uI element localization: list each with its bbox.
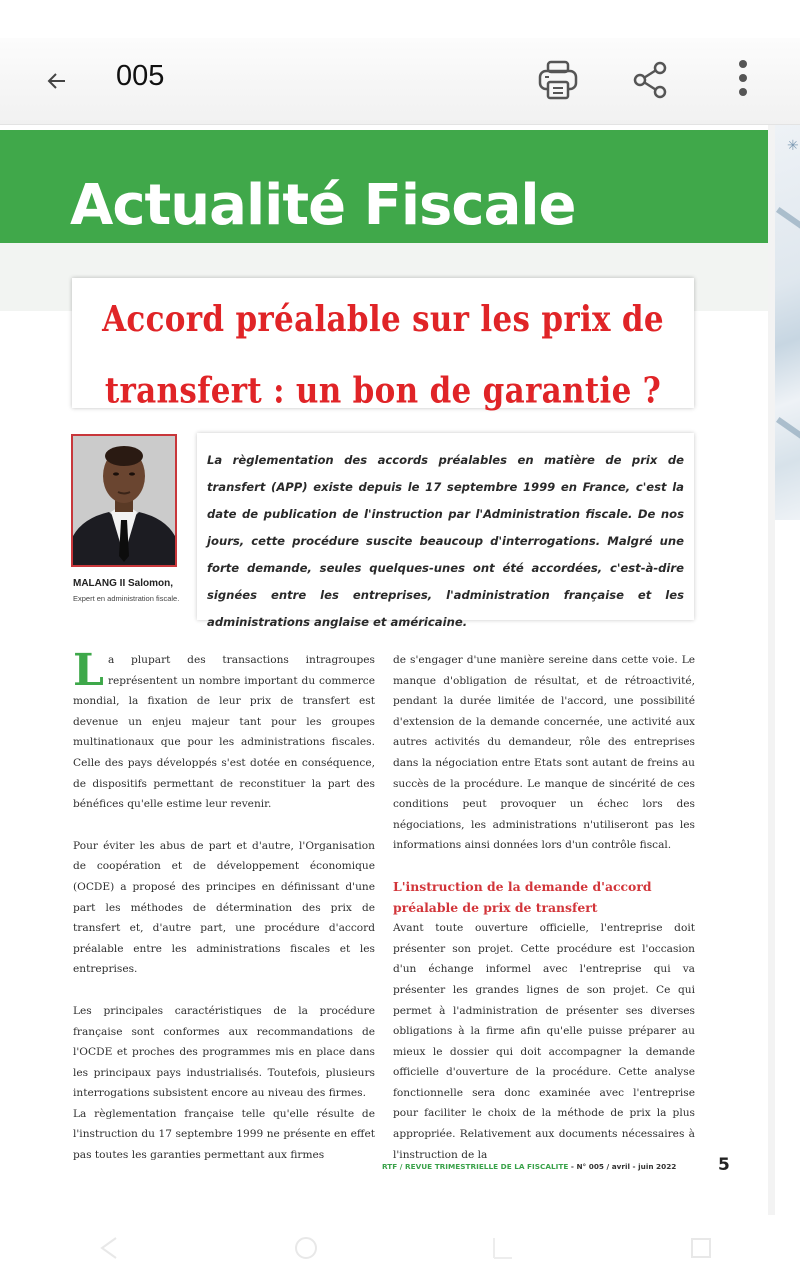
nav-overview-icon	[688, 1235, 714, 1261]
status-bar	[0, 0, 800, 38]
nav-overview-button[interactable]	[688, 1235, 714, 1261]
left-column	[73, 645, 375, 1166]
document-viewport[interactable]	[0, 125, 800, 1215]
app-toolbar	[0, 38, 800, 125]
paragraph-text: a plupart des transactions intragroupes représentent un nombre important du commerce mondial, la fixation de leur prix de transfert est devenue un enjeu majeur tant pour les groupes multinationaux que pour les administrations fiscales. Celle des pays développés s'est dotée en conséquence, de dispositifs permettant de reconstituer la part des bénéfices qu'elle estime leur revenir.	[73, 654, 375, 811]
printer-icon	[536, 58, 580, 102]
paragraph: Avant toute ouverture officielle, l'entreprise doit présenter son projet. Cette procédure est l'occasion d'un échange informel avec l'entreprise qui va présenter les grandes lignes de son projet. Ce qui permet à l'administration de présenter ses diverses obligations à la firme afin qu'elle puisse préparer au mieux le dossier qui doit accompagner la demande officielle d'ouverture de la procédure. Cette analyse fonctionnelle sera donc examinée avec l'entreprise pour faciliter le choix de la méthode de prix la plus appropriée. Relativement aux documents nécessaires à l'instruction de la	[393, 922, 695, 1161]
author-role: Expert en administration fiscale.	[73, 594, 180, 603]
section-title: Actualité Fiscale	[70, 173, 576, 238]
share-button[interactable]	[630, 58, 672, 102]
author-portrait	[71, 434, 177, 567]
paragraph: La règlementation française telle qu'elle résulte de l'instruction du 17 septembre 1999 ne présente en effet pas toutes les garanties permettant aux firmes	[73, 1107, 375, 1162]
more-vertical-icon	[728, 58, 758, 102]
print-button[interactable]	[536, 58, 580, 102]
paragraph: Pour éviter les abus de part et d'autre, l'Organisation de coopération et de développement économique (OCDE) a proposé des principes en définissant d'une part les méthodes de détermination des prix de transfert et, d'autre part, une procédure d'accord préalable entre les administrations fiscales et les entreprises.	[73, 839, 375, 976]
next-page-preview[interactable]	[775, 125, 800, 520]
nav-recents-icon	[490, 1235, 516, 1261]
decorative-stripe	[776, 417, 800, 439]
page-number: 5	[718, 1155, 730, 1175]
nav-back-icon	[96, 1235, 122, 1261]
headline-box	[72, 278, 694, 412]
nav-home-icon	[293, 1235, 319, 1261]
paragraph: Les principales caractéristiques de la procédure française sont conformes aux recommandations de l'OCDE et proches des programmes mis en place dans les principaux pays industrialisés. Toutefois, plusieurs interrogations subsistent encore au niveau des firmes.	[73, 1004, 375, 1100]
arrow-left-icon	[45, 69, 69, 93]
drop-cap: L	[73, 645, 104, 696]
issue-info: - N° 005 / avril - juin 2022	[568, 1162, 677, 1171]
back-button[interactable]	[40, 64, 74, 98]
page-footer	[382, 1162, 676, 1171]
system-navigation-bar	[0, 1215, 800, 1280]
magazine-page	[0, 125, 768, 1215]
more-options-button[interactable]	[728, 58, 758, 102]
right-column	[393, 650, 695, 1165]
intro-box	[197, 433, 694, 629]
decorative-stripe	[776, 207, 800, 229]
author-photo-illustration	[73, 436, 175, 565]
author-name: MALANG II Salomon,	[73, 578, 173, 589]
paragraph: de s'engager d'une manière sereine dans cette voie. Le manque d'obligation de résultat, et de rétroactivité, pendant la durée limitée de l'accord, une possibilité d'extension de la demande concernée, une activité aux autres activités du demandeur, rôle des entreprises dans la négociation entre Etats sont autant de freins au succès de la procédure. Le manque de sincérité de ces conditions peut provoquer un échec lors des négociations, les administrations n'utiliseront pas les informations ainsi données lors d'un contrôle fiscal.	[393, 654, 695, 852]
snowflake-icon: ✳	[787, 137, 799, 153]
paragraph	[73, 645, 375, 815]
article-headline: Accord préalable sur les prix de transfert : un bon de garantie ?	[102, 298, 664, 412]
nav-home-button[interactable]	[293, 1235, 319, 1261]
intro-text: La règlementation des accords préalables en matière de prix de transfert (APP) existe depuis le 17 septembre 1999 en France, c'est la date de publication de l'instruction par l'Administration fiscale. De nos jours, cette procédure suscite beaucoup d'interrogations. Malgré une forte demande, seules quelques-unes ont été accordées, c'est-à-dire signées entre les entreprises, l'administration française et les administrations anglaise et américaine.	[207, 453, 684, 629]
nav-recents-button[interactable]	[490, 1235, 516, 1261]
subheading: L'instruction de la demande d'accord préalable de prix de transfert	[393, 878, 652, 915]
share-icon	[630, 58, 672, 102]
page-gutter	[768, 125, 775, 1215]
journal-name: RTF / REVUE TRIMESTRIELLE DE LA FISCALITE	[382, 1162, 569, 1171]
document-title: 005	[116, 60, 165, 92]
nav-back-button[interactable]	[96, 1235, 122, 1261]
